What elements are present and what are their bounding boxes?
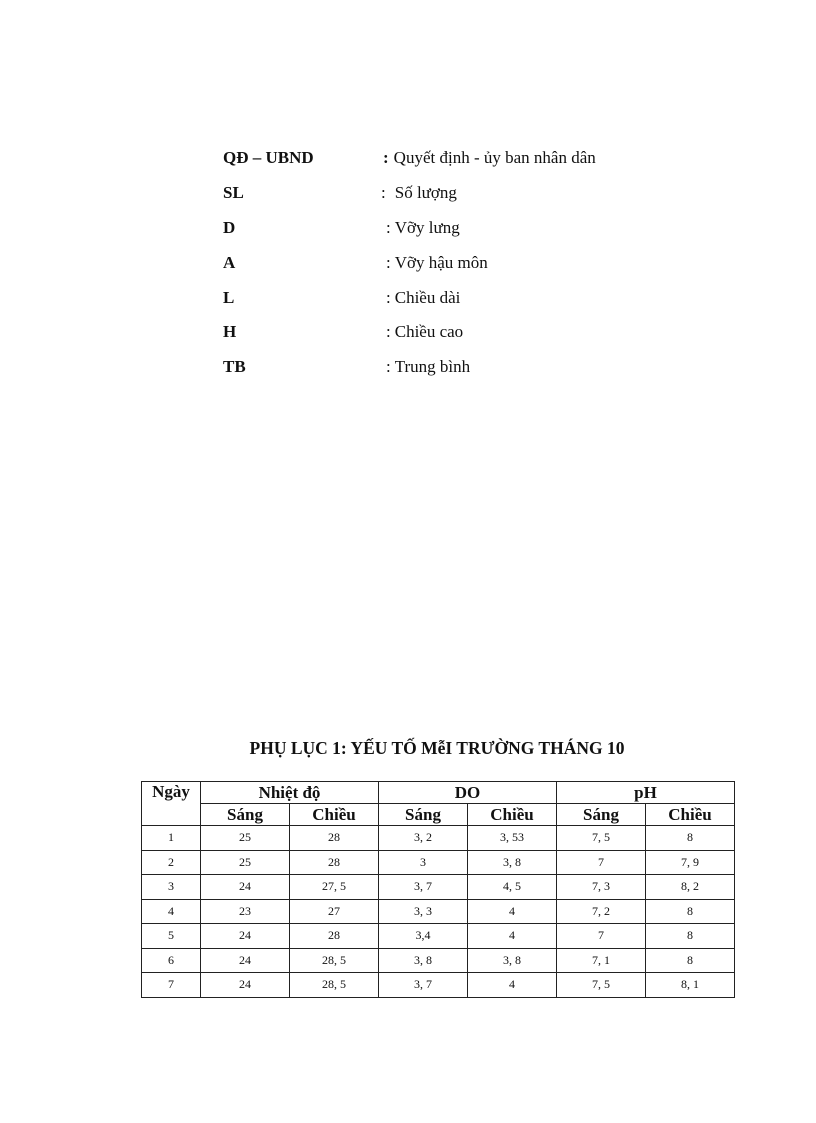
abbreviation-description: Chiều dài <box>394 287 461 307</box>
table-cell: 3, 2 <box>379 826 468 851</box>
table-cell: 3, 8 <box>468 850 557 875</box>
table-row <box>142 826 735 851</box>
temperature-group-header: Nhiệt độ <box>201 782 379 804</box>
day-cell: 2 <box>142 850 201 875</box>
ph-group-header: pH <box>557 782 735 804</box>
table-cell: 4 <box>468 899 557 924</box>
table-cell: 28 <box>290 924 379 949</box>
abbreviation-row: L : Chiều dài <box>223 287 461 307</box>
table-cell: 7, 5 <box>557 826 646 851</box>
day-cell: 6 <box>142 948 201 973</box>
abbreviation-term: L <box>223 287 235 307</box>
table-cell: 7, 1 <box>557 948 646 973</box>
day-cell: 4 <box>142 899 201 924</box>
day-cell: 7 <box>142 973 201 998</box>
table-cell: 8, 2 <box>646 875 735 900</box>
table-cell: 3, 53 <box>468 826 557 851</box>
table-cell: 7 <box>557 924 646 949</box>
abbreviation-description: Chiều cao <box>394 322 464 342</box>
subheader-afternoon: Chiều <box>468 804 557 826</box>
table-cell: 8, 1 <box>646 973 735 998</box>
abbreviation-row: QĐ – UBND : Quyết định - ủy ban nhân dân <box>223 148 596 168</box>
table-cell: 4 <box>468 924 557 949</box>
table-cell: 8 <box>646 826 735 851</box>
table-cell: 3,4 <box>379 924 468 949</box>
abbreviation-row: H : Chiều cao <box>223 322 464 342</box>
table-cell: 7, 3 <box>557 875 646 900</box>
day-column-header: Ngày <box>142 782 201 826</box>
table-row <box>142 973 735 998</box>
appendix-title: PHỤ LỤC 1: YẾU TỐ MễI TRƯỜNG THÁNG 10 <box>249 738 625 758</box>
subheader-morning: Sáng <box>201 804 290 826</box>
subheader-afternoon: Chiều <box>646 804 735 826</box>
do-group-header: DO <box>379 782 557 804</box>
table-cell: 23 <box>201 899 290 924</box>
table-body <box>142 826 735 998</box>
table-cell: 24 <box>201 973 290 998</box>
table-cell: 3 <box>379 850 468 875</box>
table-cell: 7, 2 <box>557 899 646 924</box>
subheader-morning: Sáng <box>557 804 646 826</box>
abbreviation-description: Số lượng <box>394 183 457 203</box>
abbreviation-row: A : Vỡy hậu môn <box>223 252 488 272</box>
abbreviation-term: TB <box>223 357 246 377</box>
abbreviation-term: H <box>223 322 237 342</box>
day-cell: 1 <box>142 826 201 851</box>
table-cell: 27, 5 <box>290 875 379 900</box>
table-cell: 28, 5 <box>290 948 379 973</box>
table-row <box>142 850 735 875</box>
table-cell: 3, 8 <box>468 948 557 973</box>
table-subheader-row <box>142 804 735 826</box>
abbreviation-description: Quyết định - ủy ban nhân dân <box>393 148 596 168</box>
table-header-row <box>142 782 735 804</box>
abbreviation-term: SL <box>223 183 244 203</box>
table-cell: 4 <box>468 973 557 998</box>
table-cell: 8 <box>646 924 735 949</box>
day-cell: 5 <box>142 924 201 949</box>
abbreviation-description: Vỡy hậu môn <box>394 252 488 272</box>
table-cell: 25 <box>201 850 290 875</box>
abbreviation-row: SL : Số lượng <box>223 183 457 203</box>
abbreviation-term: QĐ – UBND <box>223 148 314 168</box>
table-cell: 4, 5 <box>468 875 557 900</box>
table-cell: 28 <box>290 826 379 851</box>
table-row <box>142 924 735 949</box>
table-cell: 3, 8 <box>379 948 468 973</box>
table-cell: 3, 7 <box>379 875 468 900</box>
table-row <box>142 899 735 924</box>
table-cell: 3, 7 <box>379 973 468 998</box>
subheader-afternoon: Chiều <box>290 804 379 826</box>
abbreviation-description: Trung bình <box>394 357 471 377</box>
table-cell: 8 <box>646 948 735 973</box>
table-cell: 7, 5 <box>557 973 646 998</box>
environment-table <box>141 781 735 998</box>
abbreviation-list <box>223 141 693 385</box>
subheader-morning: Sáng <box>379 804 468 826</box>
table-cell: 8 <box>646 899 735 924</box>
abbreviation-description: Vỡy lưng <box>394 217 460 237</box>
table-cell: 28, 5 <box>290 973 379 998</box>
abbreviation-term: D <box>223 217 236 237</box>
table-cell: 27 <box>290 899 379 924</box>
table-cell: 7, 9 <box>646 850 735 875</box>
abbreviation-row: TB : Trung bình <box>223 357 471 377</box>
abbreviation-term: A <box>223 252 236 272</box>
table-cell: 7 <box>557 850 646 875</box>
table-cell: 24 <box>201 924 290 949</box>
table-cell: 24 <box>201 948 290 973</box>
table-row <box>142 948 735 973</box>
day-cell: 3 <box>142 875 201 900</box>
table-cell: 24 <box>201 875 290 900</box>
table-cell: 25 <box>201 826 290 851</box>
table-row <box>142 875 735 900</box>
table-cell: 3, 3 <box>379 899 468 924</box>
table-cell: 28 <box>290 850 379 875</box>
abbreviation-row: D : Vỡy lưng <box>223 217 460 237</box>
